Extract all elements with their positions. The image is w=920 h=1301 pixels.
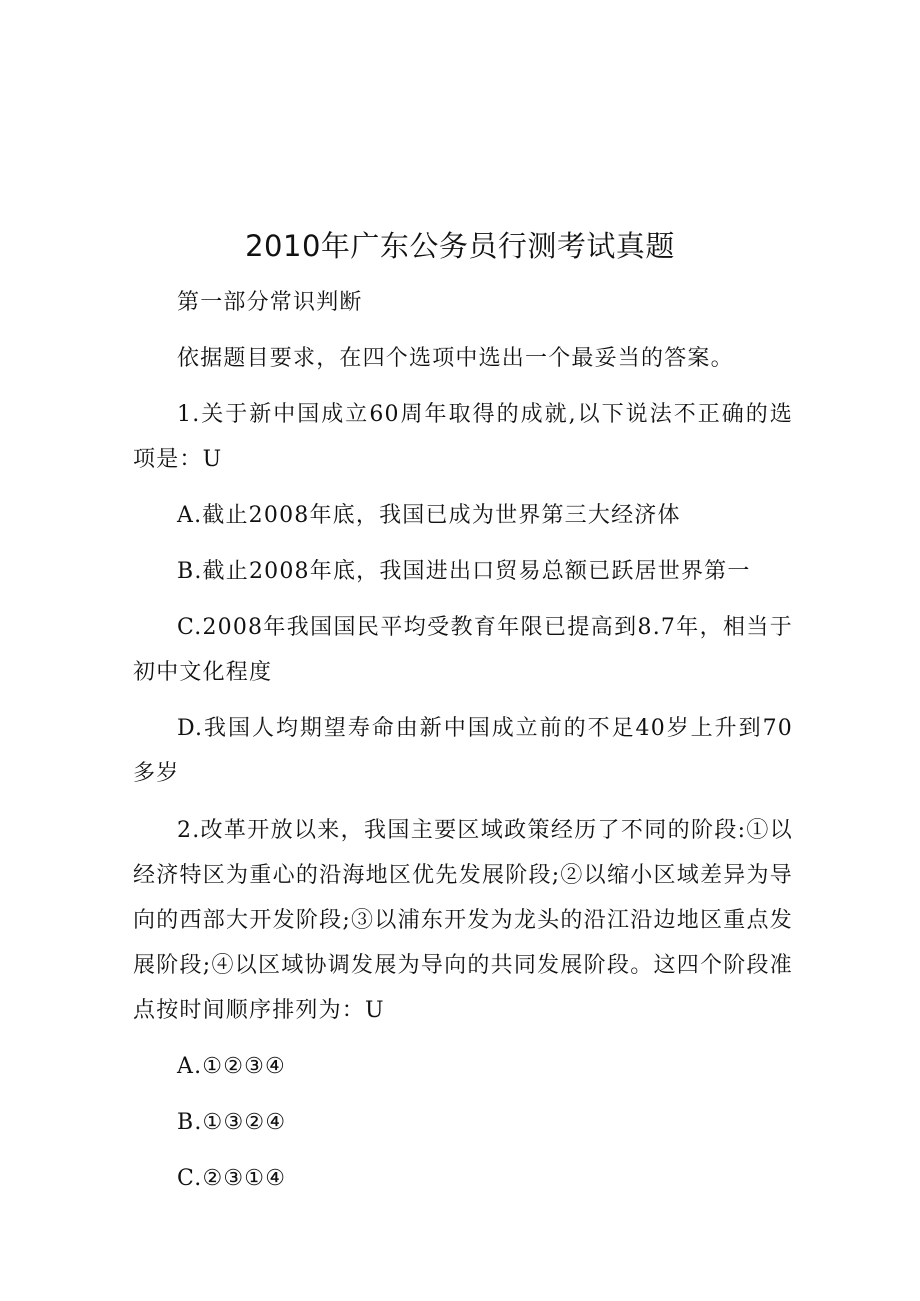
question-2-option-b: B.①③②④	[177, 1110, 287, 1135]
section-heading: 第一部分常识判断	[177, 290, 363, 315]
question-1-option-c: C.2008年我国国民平均受教育年限已提高到8.7年，相当于初中文化程度	[133, 615, 793, 685]
question-1-option-a: A.截止2008年底，我国已成为世界第三大经济体	[177, 503, 681, 528]
question-2-option-a: A.①②③④	[177, 1054, 286, 1079]
question-2-option-c: C.②③①④	[177, 1166, 287, 1191]
question-1-option-d: D.我国人均期望寿命由新中国成立前的不足40岁上升到70多岁	[133, 716, 793, 786]
instruction-text: 依据题目要求，在四个选项中选出一个最妥当的答案。	[177, 346, 734, 371]
document-title: 2010年广东公务员行测考试真题	[245, 229, 675, 263]
question-2-stem: 2.改革开放以来，我国主要区域政策经历了不同的阶段:①以经济特区为重心的沿海地区优先发展阶段;②以缩小区域差异为导向的西部大开发阶段;③以浦东开发为龙头的沿江沿边地区重点发展阶段;④以区域协调发展为导向的共同发展阶段。这四个阶段准点按时间顺序排列为：U	[133, 818, 793, 1023]
question-1-option-b: B.截止2008年底，我国进出口贸易总额已跃居世界第一	[177, 559, 751, 584]
document-body	[133, 280, 793, 1201]
question-1-stem: 1.关于新中国成立60周年取得的成就,以下说法不正确的选项是：U	[133, 402, 793, 472]
